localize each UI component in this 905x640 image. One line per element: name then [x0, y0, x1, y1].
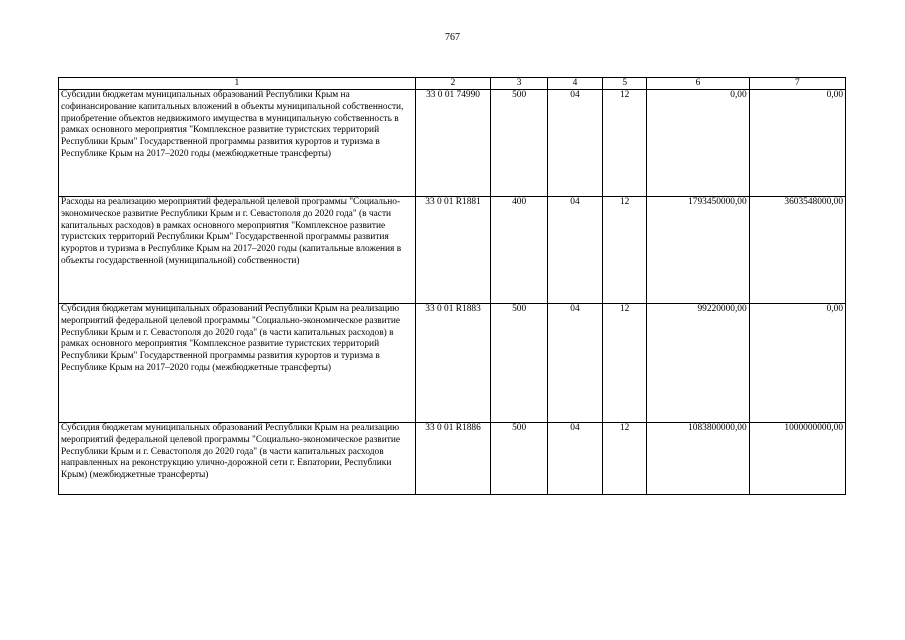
- row-section: 04: [547, 304, 602, 423]
- column-header-4: 4: [547, 78, 602, 90]
- table-row: [59, 423, 846, 495]
- row-section: 04: [547, 90, 602, 197]
- table-row: [59, 304, 846, 423]
- table-row: [59, 197, 846, 304]
- column-header-6: 6: [647, 78, 749, 90]
- column-header-7: 7: [749, 78, 845, 90]
- row-description: Расходы на реализацию мероприятий федеральной целевой программы "Социально-экономическое развитие Республики Крым и г. Севастополя до 2020 года" (в части капитальных расходов) в рамках основного мероприятия "Комплексное развитие туристских территорий Республики Крым" Государственной программы развития курортов и туризма в Республике Крым на 2017–2020 годы (капитальные вложения в объекты государственной (муниципальной) собственности): [59, 197, 416, 304]
- row-expense-type: 500: [491, 304, 547, 423]
- row-amount-col7: 0,00: [749, 304, 845, 423]
- column-header-2: 2: [415, 78, 491, 90]
- row-amount-col6: 0,00: [647, 90, 749, 197]
- column-header-3: 3: [491, 78, 547, 90]
- row-amount-col7: 1000000000,00: [749, 423, 845, 495]
- table-header-row: [59, 78, 846, 90]
- row-subsection: 12: [603, 423, 647, 495]
- row-section: 04: [547, 423, 602, 495]
- row-amount-col6: 99220000,00: [647, 304, 749, 423]
- row-target-code: 33 0 01 R1883: [415, 304, 491, 423]
- row-description: Субсидия бюджетам муниципальных образований Республики Крым на реализацию мероприятий федеральной целевой программы "Социально-экономическое развитие Республики Крым и г. Севастополя до 2020 года" (в части капитальных расходов) в рамках основного мероприятия "Комплексное развитие туристских территорий Республики Крым" Государственной программы развития курортов и туризма в Республике Крым на 2017–2020 годы (межбюджетные трансферты): [59, 304, 416, 423]
- table-row: [59, 90, 846, 197]
- row-amount-col7: 3603548000,00: [749, 197, 845, 304]
- row-description: Субсидии бюджетам муниципальных образований Республики Крым на софинансирование капитальных вложений в объекты муниципальной собственности, приобретение объектов недвижимого имущества в муниципальную собственность в рамках основного мероприятия "Комплексное развитие туристских территорий Республики Крым" Государственной программы развития курортов и туризма в Республике Крым на 2017–2020 годы (межбюджетные трансферты): [59, 90, 416, 197]
- row-target-code: 33 0 01 74990: [415, 90, 491, 197]
- row-subsection: 12: [603, 304, 647, 423]
- row-amount-col6: 1793450000,00: [647, 197, 749, 304]
- budget-table: [58, 77, 846, 495]
- row-expense-type: 400: [491, 197, 547, 304]
- row-subsection: 12: [603, 197, 647, 304]
- row-description: Субсидия бюджетам муниципальных образований Республики Крым на реализацию мероприятий федеральной целевой программы "Социально-экономическое развитие Республики Крым и г. Севастополя до 2020 года" (в части капитальных расходов направленных на реконструкцию улично-дорожной сети г. Евпатории, Республики Крым) (межбюджетные трансферты): [59, 423, 416, 495]
- row-section: 04: [547, 197, 602, 304]
- row-target-code: 33 0 01 R1886: [415, 423, 491, 495]
- row-amount-col6: 1083800000,00: [647, 423, 749, 495]
- row-expense-type: 500: [491, 423, 547, 495]
- row-amount-col7: 0,00: [749, 90, 845, 197]
- column-header-1: 1: [59, 78, 416, 90]
- row-expense-type: 500: [491, 90, 547, 197]
- page-number: 767: [445, 32, 460, 43]
- row-target-code: 33 0 01 R1881: [415, 197, 491, 304]
- row-subsection: 12: [603, 90, 647, 197]
- column-header-5: 5: [603, 78, 647, 90]
